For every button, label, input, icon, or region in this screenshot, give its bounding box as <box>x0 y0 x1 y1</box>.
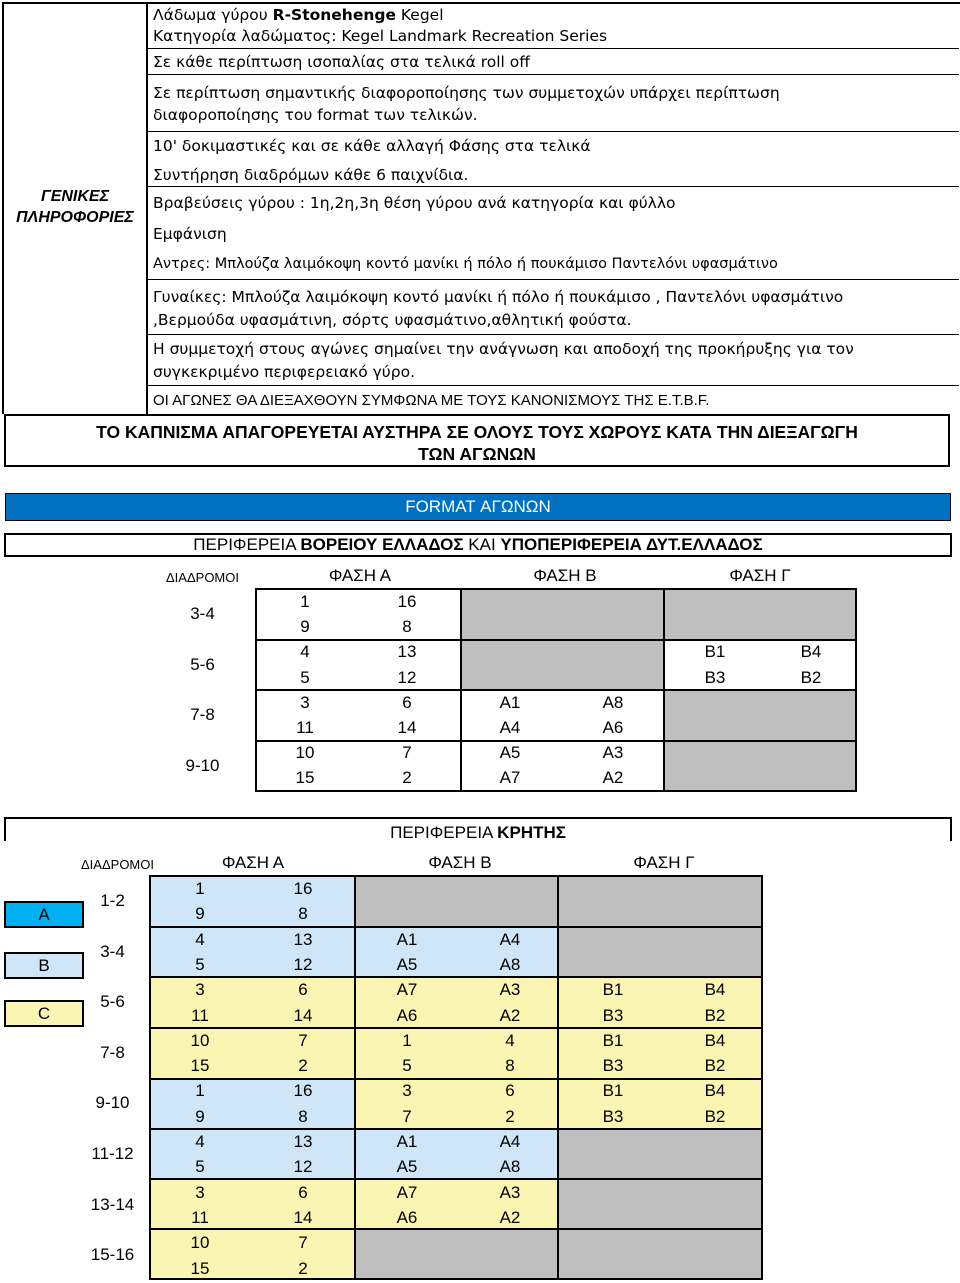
north-phase-a-cell: 11 <box>296 718 314 737</box>
crete-phase-a-cell: 10 <box>190 1030 210 1050</box>
north-phase-b-cell: A4 <box>499 718 521 737</box>
north-phase-a-cell: 14 <box>397 718 417 737</box>
west-subregion-name: ΥΠΟΠΕΡΙΦΕΡΕΙΑ ΔΥΤ.ΕΛΛΑΔΟΣ <box>500 535 763 554</box>
north-lane-label: 3-4 <box>190 604 215 623</box>
north-phase-a-cell: 8 <box>402 617 412 637</box>
north-phase-b-header: ΦΑΣΗ Β <box>533 566 597 585</box>
crete-phase-c-cell: B2 <box>704 1005 726 1025</box>
format-title: FORMAT ΑΓΩΝΩΝ <box>405 497 551 516</box>
north-phase-a-header: ΦΑΣΗ Α <box>328 566 392 585</box>
crete-phase-b-cell: 6 <box>505 1081 515 1101</box>
north-phase-b-cell: A3 <box>602 743 624 763</box>
crete-phase-b-cell: A4 <box>499 929 521 949</box>
north-lane-label: 9-10 <box>185 755 220 775</box>
crete-phase-c-cell: B3 <box>602 1106 624 1126</box>
north-phase-a-cell: 9 <box>300 617 310 637</box>
crete-phase-a-cell: 10 <box>190 1233 210 1253</box>
crete-phase-a-cell: 13 <box>293 1132 313 1151</box>
rules-statement: ΟΙ ΑΓΩΝΕΣ ΘΑ ΔΙΕΞΑΧΘΟΥΝ ΣΥΜΦΩΝΑ ΜΕ ΤΟΥΣ ΚΑΝΟΝΙΣΜΟΥΣ ΤΗΣ Ε.Τ.Β.F. <box>153 392 710 409</box>
crete-lane-label: 9-10 <box>95 1093 130 1113</box>
north-phase-a-cell: 3 <box>300 692 310 712</box>
smoking-line2: ΤΩΝ ΑΓΩΝΩΝ <box>418 444 536 464</box>
crete-phase-b-cell: A8 <box>499 954 521 974</box>
crete-phase-c-cell: B4 <box>704 1030 726 1050</box>
crete-phase-a-cell: 7 <box>298 1030 308 1050</box>
crete-phase-b-cell: A1 <box>396 1132 418 1151</box>
north-phase-b-cell: A1 <box>499 692 521 712</box>
crete-phase-c-cell: B4 <box>704 980 726 1000</box>
crete-phase-a-cell: 14 <box>293 1005 313 1025</box>
north-phase-b-cell: A6 <box>602 718 624 737</box>
crete-phase-b-cell: A3 <box>499 1182 521 1202</box>
crete-phase-b-cell: A5 <box>396 1157 418 1177</box>
awards: Βραβεύσεις γύρου : 1η,2η,3η θέση γύρου ανά κατηγορία και φύλλο <box>153 194 676 212</box>
crete-phase-a-cell: 7 <box>298 1233 308 1253</box>
north-phase-b-cell: A8 <box>602 692 624 712</box>
north-phase-a-cell: 2 <box>402 768 412 788</box>
crete-phase-a-cell: 14 <box>293 1207 313 1227</box>
crete-phase-a-cell: 1 <box>195 879 205 898</box>
north-phase-a-cell: 4 <box>300 642 310 662</box>
north-lane-label: 5-6 <box>190 654 215 674</box>
crete-phase-b-cell: 8 <box>505 1056 515 1076</box>
crete-phase-b-cell: A7 <box>396 980 418 1000</box>
north-phase-a-cell: 16 <box>397 592 417 611</box>
crete-lane-label: 1-2 <box>100 891 125 910</box>
crete-phase-b-cell: A2 <box>499 1207 521 1227</box>
oil-category: Κατηγορία λαδώματος: Kegel Landmark Recreation Series <box>153 27 608 45</box>
men-dress-code: Αντρες: Μπλούζα λαιμόκοψη κοντό μανίκι ή πόλο ή πουκάμισο Παντελόνι υφασμάτινο <box>153 256 778 272</box>
crete-phase-a-cell: 2 <box>298 1056 308 1076</box>
crete-phase-b-cell: A6 <box>396 1207 418 1227</box>
crete-phase-c-cell: B4 <box>704 1081 726 1101</box>
north-region-name: ΒΟΡΕΙΟΥ ΕΛΛΑΔΟΣ <box>300 535 464 554</box>
north-lanes-header: ΔΙΑΔΡΟΜΟΙ <box>166 570 239 585</box>
crete-phase-c-cell: B2 <box>704 1106 726 1126</box>
crete-phase-a-cell: 15 <box>190 1258 210 1278</box>
north-phase-a-cell: 13 <box>397 642 417 662</box>
crete-phase-c-cell: B1 <box>602 1030 624 1050</box>
tie-rule: Σε κάθε περίπτωση ισοπαλίας στα τελικά roll off <box>153 53 530 71</box>
north-phase-c-cell: B4 <box>800 642 822 662</box>
north-phase-a-cell: 12 <box>397 667 417 687</box>
acceptance-line1: Η συμμετοχή στους αγώνες σημαίνει την ανάγνωση και αποδοχή της προκήρυξης για τον <box>153 340 854 358</box>
smoking-line1: ΤΟ ΚΑΠΝΙΣΜΑ ΑΠΑΓΟΡΕΥΕΤΑΙ ΑΥΣΤΗΡΑ ΣΕ ΟΛΟΥΣ ΤΟΥΣ ΧΩΡΟΥΣ ΚΑΤΑ ΤΗΝ ΔΙΕΞΑΓΩΓΗ <box>96 422 858 442</box>
north-lane-label: 7-8 <box>190 705 215 724</box>
crete-phase-b-cell: 7 <box>402 1106 412 1126</box>
crete-phase-a-cell: 9 <box>195 1106 205 1126</box>
north-phase-a-cell: 10 <box>295 743 315 763</box>
oil-pattern: Λάδωμα γύρου R-Stonehenge Kegel <box>153 6 444 24</box>
lane-maintenance: Συντήρηση διαδρόμων κάθε 6 παιχνίδια. <box>153 166 469 184</box>
appearance-heading: Εμφάνιση <box>153 225 227 243</box>
crete-phase-c-cell: B3 <box>602 1005 624 1025</box>
north-phase-c-cell: B1 <box>704 642 726 662</box>
crete-lane-label: 15-16 <box>90 1245 135 1265</box>
crete-phase-c-cell: B1 <box>602 980 624 1000</box>
crete-phase-a-cell: 8 <box>298 904 308 924</box>
crete-phase-a-cell: 15 <box>190 1056 210 1076</box>
practice-rule: 10' δοκιμαστικές και σε κάθε αλλαγή Φάσης στα τελικά <box>153 137 591 155</box>
north-phase-a-cell: 6 <box>402 692 412 712</box>
crete-phase-c-header: ΦΑΣΗ Γ <box>633 853 695 872</box>
crete-region-name: ΚΡΗΤΗΣ <box>497 823 566 842</box>
crete-phase-a-cell: 6 <box>298 980 308 1000</box>
crete-phase-a-cell: 12 <box>293 1157 313 1177</box>
crete-phase-c-cell: B2 <box>704 1056 726 1076</box>
women-dress-code-line2: ,Βερμούδα υφασμάτινη, σόρτς υφασμάτινο,αθλητική φούστα. <box>153 311 632 329</box>
crete-phase-a-header: ΦΑΣΗ Α <box>221 853 285 872</box>
crete-phase-b-header: ΦΑΣΗ Β <box>428 853 492 872</box>
crete-lane-label: 13-14 <box>90 1194 135 1214</box>
crete-phase-b-cell: 1 <box>402 1030 412 1050</box>
crete-phase-b-cell: 5 <box>402 1056 412 1076</box>
crete-phase-a-cell: 4 <box>195 1132 205 1151</box>
crete-lane-label: 5-6 <box>100 992 125 1012</box>
crete-phase-a-cell: 9 <box>195 904 205 924</box>
oil-pattern-name: R-Stonehenge <box>272 6 396 24</box>
crete-phase-b-cell: A1 <box>396 929 418 949</box>
general-label-line2: ΠΛΗΡΟΦΟΡΙΕΣ <box>16 209 134 226</box>
crete-phase-b-cell: A7 <box>396 1182 418 1202</box>
crete-phase-a-cell: 3 <box>195 980 205 1000</box>
north-phase-a-cell: 5 <box>300 667 310 687</box>
north-phase-a-cell: 15 <box>295 768 315 788</box>
acceptance-line2: συγκεκριμένο περιφερειακό γύρο. <box>153 363 416 381</box>
crete-phase-c-cell: B1 <box>602 1081 624 1101</box>
general-info-label <box>6 186 144 228</box>
smoking-banner <box>4 414 950 467</box>
crete-phase-a-cell: 16 <box>293 879 313 898</box>
crete-phase-b-cell: A3 <box>499 980 521 1000</box>
crete-lane-label: 11-12 <box>91 1144 134 1163</box>
format-title-bar <box>5 493 951 521</box>
crete-phase-b-cell: A2 <box>499 1005 521 1025</box>
format-difference-line1: Σε περίπτωση σημαντικής διαφοροποίησης των συμμετοχών υπάρχει περίπτωση <box>153 84 780 102</box>
crete-phase-b-cell: A4 <box>499 1132 521 1151</box>
north-phase-a-cell: 1 <box>300 592 310 611</box>
crete-phase-a-cell: 6 <box>298 1182 308 1202</box>
legend-b-label: B <box>38 956 50 975</box>
north-phase-c-cell: B3 <box>704 667 726 687</box>
legend-c-label: C <box>37 1004 51 1023</box>
north-phase-c-empty-top <box>664 590 856 640</box>
north-region-title: ΠΕΡΙΦΕΡΕΙΑ ΒΟΡΕΙΟΥ ΕΛΛΑΔΟΣ ΚΑΙ ΥΠΟΠΕΡΙΦΕΡΕΙΑ ΔΥΤ.ΕΛΛΑΔΟΣ <box>4 533 952 557</box>
crete-phase-b-cell: A8 <box>499 1157 521 1177</box>
north-phase-c-header: ΦΑΣΗ Γ <box>729 566 791 585</box>
women-dress-code-line1: Γυναίκες: Μπλούζα λαιμόκοψη κοντό μανίκι ή πόλο ή πουκάμισο , Παντελόνι υφασμάτινο <box>153 288 844 306</box>
north-phase-a-cell: 7 <box>402 743 412 763</box>
crete-lane-label: 3-4 <box>100 941 125 961</box>
crete-phase-a-cell: 2 <box>298 1258 308 1278</box>
crete-lanes-header: ΔΙΑΔΡΟΜΟΙ <box>81 857 154 872</box>
crete-phase-a-cell: 11 <box>191 1005 209 1025</box>
crete-phase-a-cell: 5 <box>195 1157 205 1177</box>
crete-phase-b-cell: A5 <box>396 954 418 974</box>
crete-phase-a-cell: 11 <box>191 1207 209 1227</box>
crete-phase-a-cell: 1 <box>195 1081 205 1101</box>
crete-phase-b-cell: 3 <box>402 1081 412 1101</box>
crete-phase-b-cell: 4 <box>505 1030 515 1050</box>
crete-phase-c-cell: B3 <box>602 1056 624 1076</box>
format-difference-line2: διαφοροποίησης του format των τελικών. <box>153 106 478 124</box>
crete-phase-a-cell: 3 <box>195 1182 205 1202</box>
crete-phase-a-cell: 8 <box>298 1106 308 1126</box>
crete-phase-b-cell: A6 <box>396 1005 418 1025</box>
north-phase-b-cell: A2 <box>602 768 624 788</box>
north-phase-c-cell: B2 <box>800 667 822 687</box>
general-label-line1: ΓΕΝΙΚΕΣ <box>40 188 110 205</box>
crete-phase-a-cell: 5 <box>195 954 205 974</box>
crete-region-title: ΠΕΡΙΦΕΡΕΙΑ ΚΡΗΤΗΣ <box>4 817 952 841</box>
north-phase-b-cell: A7 <box>499 768 521 788</box>
crete-phase-a-cell: 12 <box>293 954 313 974</box>
crete-phase-a-cell: 16 <box>293 1081 313 1101</box>
north-phase-b-cell: A5 <box>499 743 521 763</box>
legend-a-label: A <box>38 905 50 924</box>
crete-phase-a-cell: 4 <box>195 929 205 949</box>
crete-lane-label: 7-8 <box>100 1042 125 1062</box>
crete-phase-a-cell: 13 <box>293 929 313 949</box>
crete-phase-b-cell: 2 <box>505 1106 515 1126</box>
